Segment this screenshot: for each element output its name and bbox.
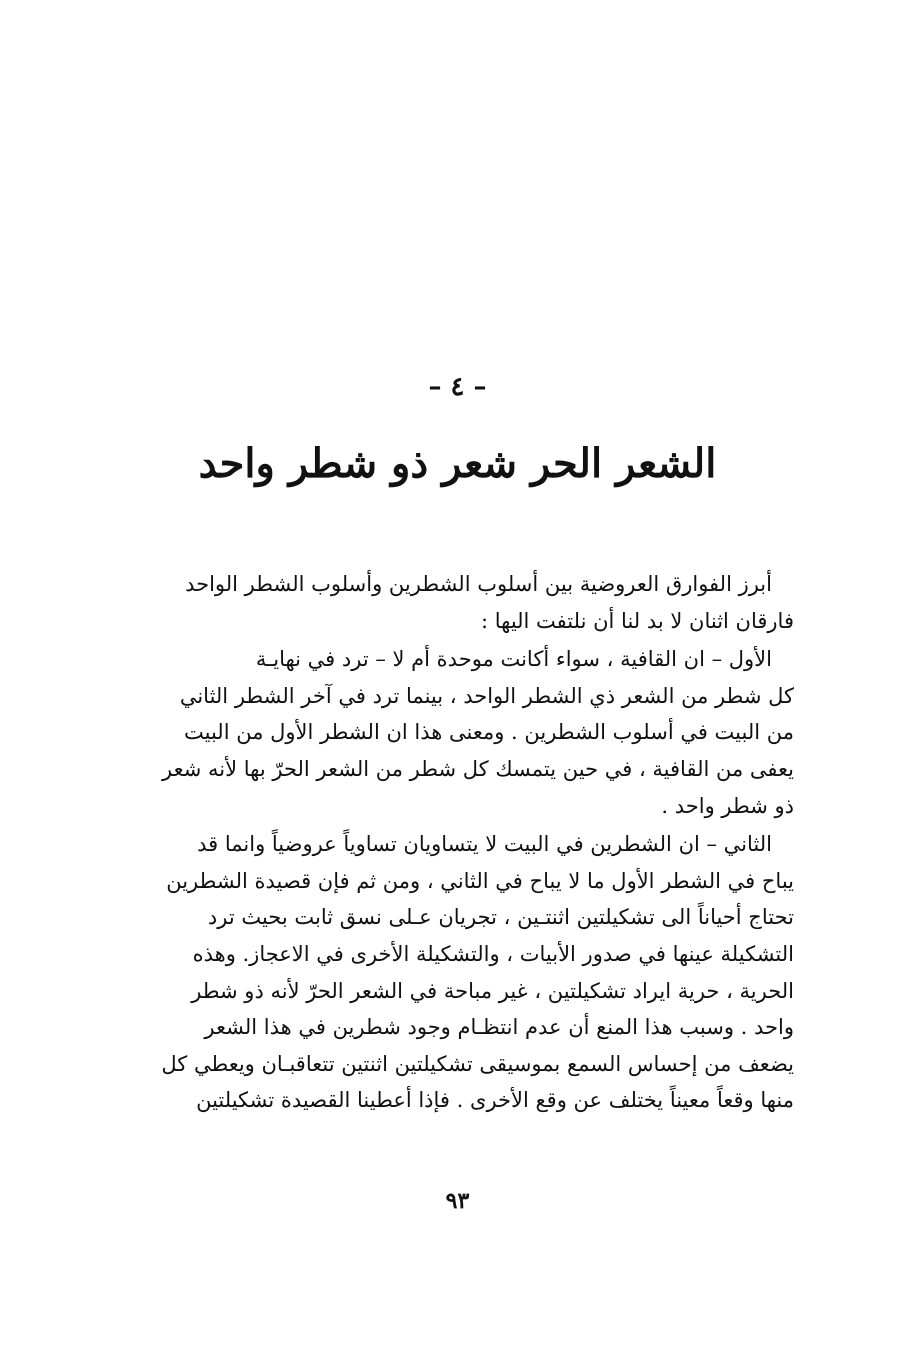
text-line: منها وقعاً معيناً يختلف عن وقع الأخرى . فإذا أعطينا القصيدة تشكيلتين [196,1088,794,1113]
text-line: فارقان اثنان لا بد لنا أن نلتفت اليها : [480,608,794,633]
text-line: واحد . وسبب هذا المنع أن عدم انتظـام وجود شطرين في هذا الشعر [204,1015,794,1040]
text-line: التشكيلة عينها في صدور الأبيات ، والتشكيلة الأخرى في الاعجاز. وهذه [192,941,794,966]
text-line: يعفى من القافية ، في حين يتمسك كل شطر من الشعر الحرّ بها لأنه شعر [162,756,794,781]
text-line: كل شطر من الشعر ذي الشطر الواحد ، بينما ترد في آخر الشطر الثاني [179,683,794,708]
chapter-title: الشعر الحر شعر ذو شطر واحد [198,440,717,487]
paragraph-second-difference [138,826,794,1119]
text-line: أبرز الفوارق العروضية بين أسلوب الشطرين وأسلوب الشطر الواحد [185,572,772,596]
section-number: – ٤ – [428,372,487,402]
text-line: الثاني – ان الشطرين في البيت لا يتساويان تساوياً عروضياً وانما قد [197,832,772,857]
text-line: تحتاج أحياناً الى تشكيلتين اثنتـين ، تجريان عـلى نسق ثابت بحيث ترد [207,905,794,930]
text-line: الحرية ، حرية ايراد تشكيلتين ، غير مباحة في الشعر الحرّ لأنه ذو شطر [191,978,794,1003]
text-line: يضعف من إحساس السمع بموسيقى تشكيلتين اثنتين تتعاقبـان ويعطي كل [161,1051,794,1076]
paragraph-first-difference [138,641,794,824]
text-line: الأول – ان القافية ، سواء أكانت موحدة أم لا – ترد في نهايـة [255,647,772,672]
text-line: من البيت في أسلوب الشطرين . ومعنى هذا ان الشطر الأول من البيت [184,720,794,745]
body-text [138,566,794,1119]
text-line: يباح في الشطر الأول ما لا يباح في الثاني ، ومن ثم فإن قصيدة الشطرين [166,868,794,893]
text-line: ذو شطر واحد . [661,793,794,818]
page-number: ٩٣ [445,1188,470,1214]
paragraph-intro [138,566,794,639]
